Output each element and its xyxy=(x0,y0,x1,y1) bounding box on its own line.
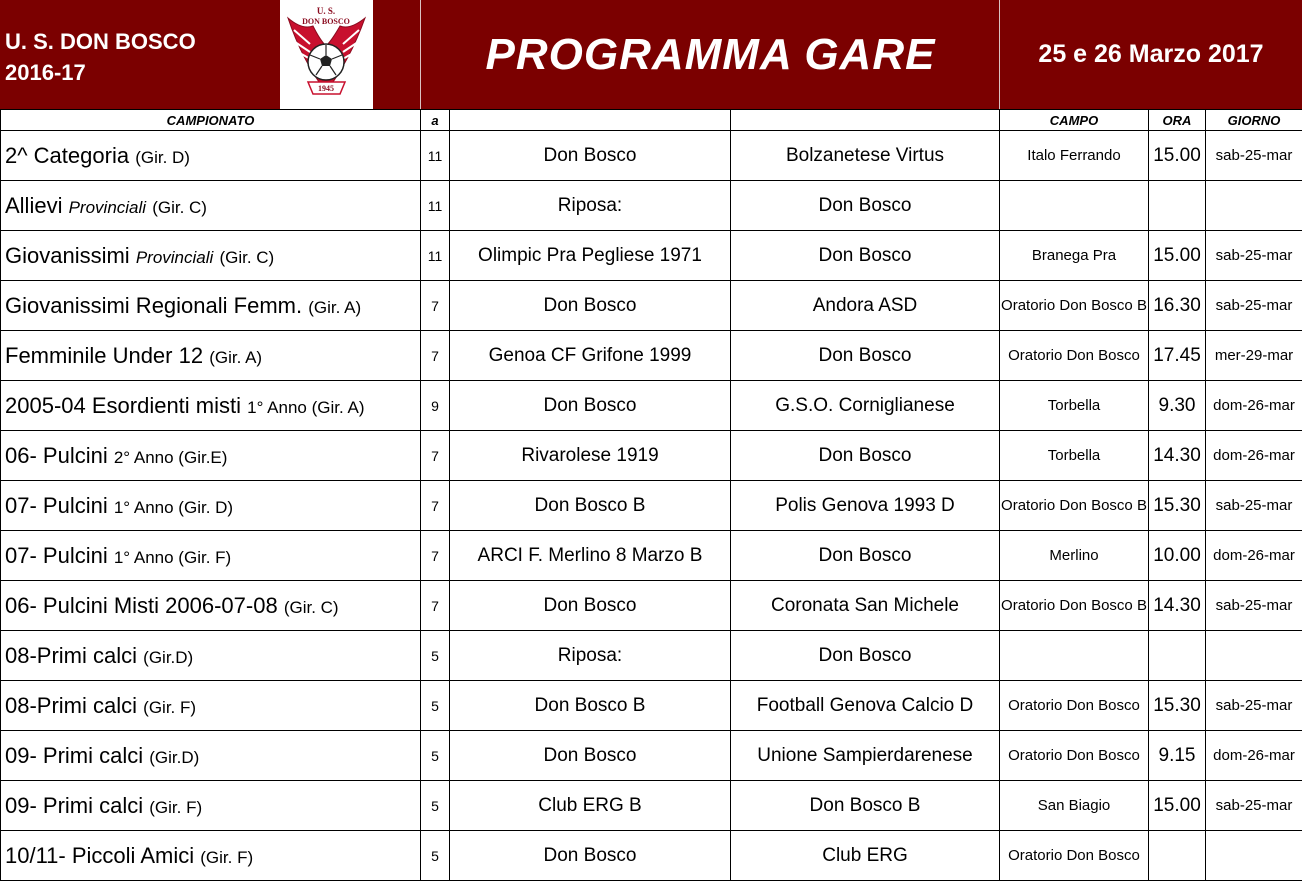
schedule-table xyxy=(0,109,1302,881)
cell-home-team: Don Bosco xyxy=(450,381,731,431)
championship-group: (Gir. C) xyxy=(152,197,207,217)
cell-ora: 10.00 xyxy=(1149,531,1206,581)
cell-round: 7 xyxy=(421,331,450,381)
cell-campo: Oratorio Don Bosco xyxy=(1000,831,1149,881)
championship-name: 06- Pulcini Misti 2006-07-08 xyxy=(5,592,278,618)
table-row xyxy=(1,431,1302,481)
cell-ora: 14.30 xyxy=(1149,431,1206,481)
cell-away-team: Don Bosco xyxy=(731,531,1000,581)
championship-group: (Gir. F) xyxy=(143,697,197,717)
championship-name: 10/11- Piccoli Amici xyxy=(5,842,195,868)
cell-home-team: Don Bosco xyxy=(450,281,731,331)
championship-name: Femminile Under 12 xyxy=(5,342,204,368)
cell-round: 5 xyxy=(421,831,450,881)
championship-group: (Gir. A) xyxy=(209,347,263,367)
championship-group: 1° Anno (Gir. F) xyxy=(113,547,232,567)
cell-away-team: Andora ASD xyxy=(731,281,1000,331)
cell-round: 5 xyxy=(421,681,450,731)
cell-campionato xyxy=(1,181,421,231)
championship-name: 2005-04 Esordienti misti xyxy=(5,392,242,418)
championship-group: 2° Anno (Gir.E) xyxy=(113,447,228,467)
cell-away-team: Don Bosco B xyxy=(731,781,1000,831)
cell-campionato xyxy=(1,631,421,681)
cell-round: 5 xyxy=(421,731,450,781)
cell-campo: Oratorio Don Bosco xyxy=(1000,731,1149,781)
cell-home-team: ARCI F. Merlino 8 Marzo B xyxy=(450,531,731,581)
cell-home-team: Don Bosco xyxy=(450,581,731,631)
cell-campo: Italo Ferrando xyxy=(1000,131,1149,181)
cell-giorno: dom-26-mar xyxy=(1206,731,1302,781)
championship-name: 07- Pulcini xyxy=(5,542,108,568)
cell-campo: San Biagio xyxy=(1000,781,1149,831)
championship-group: 1° Anno (Gir. A) xyxy=(247,397,365,417)
cell-campo: Oratorio Don Bosco B xyxy=(1000,481,1149,531)
cell-ora xyxy=(1149,831,1206,881)
cell-round: 11 xyxy=(421,181,450,231)
championship-group: 1° Anno (Gir. D) xyxy=(113,497,234,517)
championship-group: (Gir. F) xyxy=(149,797,203,817)
cell-home-team: Riposa: xyxy=(450,181,731,231)
column-header-giorno: GIORNO xyxy=(1206,110,1302,131)
cell-giorno: sab-25-mar xyxy=(1206,131,1302,181)
table-row xyxy=(1,231,1302,281)
cell-ora: 17.45 xyxy=(1149,331,1206,381)
table-row xyxy=(1,531,1302,581)
cell-campionato xyxy=(1,531,421,581)
cell-away-team: Don Bosco xyxy=(731,431,1000,481)
championship-name: 06- Pulcini xyxy=(5,442,108,468)
cell-campionato xyxy=(1,131,421,181)
cell-home-team: Club ERG B xyxy=(450,781,731,831)
svg-text:DON BOSCO: DON BOSCO xyxy=(302,17,350,26)
cell-home-team: Don Bosco xyxy=(450,731,731,781)
cell-giorno: dom-26-mar xyxy=(1206,381,1302,431)
table-row xyxy=(1,181,1302,231)
cell-giorno: sab-25-mar xyxy=(1206,231,1302,281)
cell-campionato xyxy=(1,781,421,831)
cell-giorno xyxy=(1206,181,1302,231)
table-row xyxy=(1,831,1302,881)
championship-name: 07- Pulcini xyxy=(5,492,108,518)
cell-round: 7 xyxy=(421,581,450,631)
cell-away-team: Don Bosco xyxy=(731,231,1000,281)
cell-campionato xyxy=(1,331,421,381)
championship-group: (Gir. D) xyxy=(135,147,190,167)
cell-away-team: Football Genova Calcio D xyxy=(731,681,1000,731)
cell-giorno: sab-25-mar xyxy=(1206,581,1302,631)
cell-giorno xyxy=(1206,831,1302,881)
column-header-ora: ORA xyxy=(1149,110,1206,131)
cell-campionato xyxy=(1,731,421,781)
cell-giorno: sab-25-mar xyxy=(1206,681,1302,731)
cell-giorno: mer-29-mar xyxy=(1206,331,1302,381)
cell-campionato xyxy=(1,231,421,281)
cell-ora xyxy=(1149,631,1206,681)
cell-campionato xyxy=(1,481,421,531)
championship-group: (Gir.D) xyxy=(143,647,194,667)
cell-campo: Oratorio Don Bosco B xyxy=(1000,281,1149,331)
cell-ora: 9.15 xyxy=(1149,731,1206,781)
column-header-campo: CAMPO xyxy=(1000,110,1149,131)
championship-name: Allievi xyxy=(5,192,63,218)
date-range: 25 e 26 Marzo 2017 xyxy=(1038,40,1264,68)
cell-home-team: Don Bosco B xyxy=(450,481,731,531)
cell-ora: 15.00 xyxy=(1149,131,1206,181)
championship-group: (Gir. A) xyxy=(308,297,362,317)
cell-campionato xyxy=(1,381,421,431)
championship-group: (Gir.D) xyxy=(149,747,200,767)
table-row xyxy=(1,731,1302,781)
cell-campo: Torbella xyxy=(1000,431,1149,481)
championship-name: Giovanissimi xyxy=(5,242,130,268)
cell-round: 5 xyxy=(421,631,450,681)
championship-name: 08-Primi calci xyxy=(5,692,138,718)
cell-ora: 15.30 xyxy=(1149,681,1206,731)
cell-campionato xyxy=(1,281,421,331)
cell-away-team: Polis Genova 1993 D xyxy=(731,481,1000,531)
table-row xyxy=(1,381,1302,431)
championship-name: 08-Primi calci xyxy=(5,642,138,668)
championship-level: Provinciali xyxy=(68,197,147,217)
cell-home-team: Don Bosco B xyxy=(450,681,731,731)
championship-name: 2^ Categoria xyxy=(5,142,130,168)
cell-campo: Oratorio Don Bosco xyxy=(1000,331,1149,381)
championship-name: 09- Primi calci xyxy=(5,742,144,768)
column-header-round: a xyxy=(421,110,450,131)
table-row xyxy=(1,331,1302,381)
cell-ora: 14.30 xyxy=(1149,581,1206,631)
championship-name: 09- Primi calci xyxy=(5,792,144,818)
cell-campionato xyxy=(1,581,421,631)
cell-giorno: dom-26-mar xyxy=(1206,531,1302,581)
cell-away-team: Don Bosco xyxy=(731,331,1000,381)
cell-campo: Torbella xyxy=(1000,381,1149,431)
championship-group: (Gir. C) xyxy=(283,597,339,617)
svg-text:U. S.: U. S. xyxy=(316,6,336,16)
table-row xyxy=(1,631,1302,681)
cell-ora: 16.30 xyxy=(1149,281,1206,331)
championship-group: (Gir. F) xyxy=(200,847,254,867)
cell-ora: 15.00 xyxy=(1149,231,1206,281)
cell-away-team: Club ERG xyxy=(731,831,1000,881)
cell-giorno: dom-26-mar xyxy=(1206,431,1302,481)
cell-campo: Oratorio Don Bosco xyxy=(1000,681,1149,731)
cell-round: 9 xyxy=(421,381,450,431)
cell-away-team: Don Bosco xyxy=(731,631,1000,681)
club-name-line: U. S. DON BOSCO xyxy=(5,29,196,54)
table-row xyxy=(1,281,1302,331)
cell-campo xyxy=(1000,181,1149,231)
cell-campionato xyxy=(1,431,421,481)
cell-campo xyxy=(1000,631,1149,681)
table-row xyxy=(1,131,1302,181)
table-row xyxy=(1,581,1302,631)
cell-home-team: Riposa: xyxy=(450,631,731,681)
table-row xyxy=(1,681,1302,731)
cell-home-team: Don Bosco xyxy=(450,831,731,881)
cell-ora: 15.00 xyxy=(1149,781,1206,831)
cell-round: 7 xyxy=(421,281,450,331)
cell-away-team: Unione Sampierdarenese xyxy=(731,731,1000,781)
cell-round: 5 xyxy=(421,781,450,831)
cell-campionato xyxy=(1,831,421,881)
championship-level: Provinciali xyxy=(135,247,214,267)
table-row xyxy=(1,481,1302,531)
cell-round: 7 xyxy=(421,481,450,531)
cell-giorno: sab-25-mar xyxy=(1206,281,1302,331)
cell-ora xyxy=(1149,181,1206,231)
cell-home-team: Rivarolese 1919 xyxy=(450,431,731,481)
cell-round: 7 xyxy=(421,531,450,581)
cell-campo: Merlino xyxy=(1000,531,1149,581)
cell-giorno: sab-25-mar xyxy=(1206,781,1302,831)
cell-ora: 15.30 xyxy=(1149,481,1206,531)
cell-home-team: Olimpic Pra Pegliese 1971 xyxy=(450,231,731,281)
svg-text:1945: 1945 xyxy=(318,84,334,93)
table-header-row xyxy=(1,110,1302,131)
cell-ora: 9.30 xyxy=(1149,381,1206,431)
cell-home-team: Don Bosco xyxy=(450,131,731,181)
cell-round: 11 xyxy=(421,231,450,281)
column-header-campionato: CAMPIONATO xyxy=(1,110,421,131)
cell-campionato xyxy=(1,681,421,731)
cell-away-team: G.S.O. Corniglianese xyxy=(731,381,1000,431)
cell-campo: Branega Pra xyxy=(1000,231,1149,281)
cell-campo: Oratorio Don Bosco B xyxy=(1000,581,1149,631)
column-header-home xyxy=(450,110,731,131)
cell-round: 11 xyxy=(421,131,450,181)
cell-away-team: Coronata San Michele xyxy=(731,581,1000,631)
championship-name: Giovanissimi Regionali Femm. xyxy=(5,292,303,318)
table-row xyxy=(1,781,1302,831)
cell-away-team: Bolzanetese Virtus xyxy=(731,131,1000,181)
cell-round: 7 xyxy=(421,431,450,481)
column-header-away xyxy=(731,110,1000,131)
cell-giorno xyxy=(1206,631,1302,681)
club-crest-icon xyxy=(280,0,373,109)
club-name xyxy=(0,0,280,109)
cell-away-team: Don Bosco xyxy=(731,181,1000,231)
club-logo xyxy=(280,0,373,109)
page-title: PROGRAMMA GARE xyxy=(485,30,936,79)
season-label: 2016-17 xyxy=(5,60,86,85)
header-banner xyxy=(0,0,1302,109)
cell-home-team: Genoa CF Grifone 1999 xyxy=(450,331,731,381)
championship-group: (Gir. C) xyxy=(219,247,275,267)
cell-giorno: sab-25-mar xyxy=(1206,481,1302,531)
